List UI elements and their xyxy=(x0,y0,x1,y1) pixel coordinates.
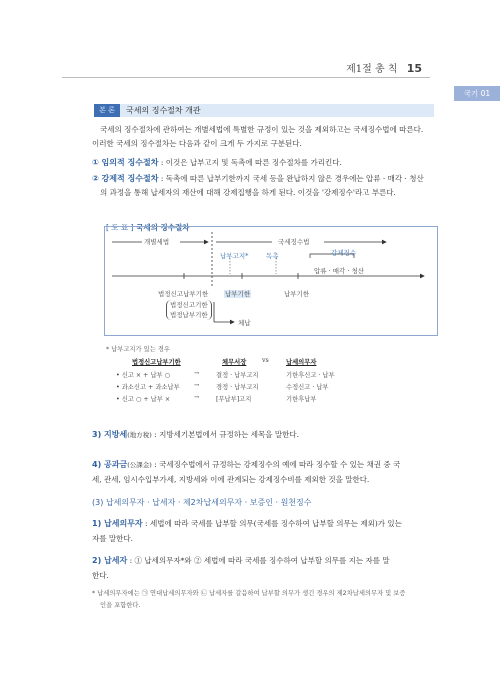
label-deadline-statutory: 법정신고납부기한 xyxy=(158,290,209,298)
note-row-1-arrow: → xyxy=(194,370,200,377)
label-sub-deadlines xyxy=(166,300,212,320)
section-heading xyxy=(94,104,434,117)
note-row-3-arrow: → xyxy=(194,394,200,401)
intro-line-1: 국세의 징수절차에 관하여는 개별세법에 특별한 규정이 있는 것을 제외하고는 국세징수법에 따른다. xyxy=(100,125,424,134)
col-statutory: 법정신고납부기한 xyxy=(132,359,181,366)
item-enforced-cont: 의 과정을 통해 납세자의 재산에 대해 강제집행을 하게 된다. 이것을 '강제징수'라고 부른다. xyxy=(100,188,396,197)
note-row-3-c: 기한후납부 xyxy=(286,396,317,403)
note-row-2-b: 경정 · 납부고지 xyxy=(216,384,259,391)
label-sub-filing: 법정신고기한 xyxy=(170,301,208,309)
side-tab[interactable]: 국기 01 xyxy=(454,86,500,101)
figure-title-text: 국세의 징수절차 xyxy=(136,223,190,232)
def-local-tax-hanja: (地方稅) xyxy=(127,431,152,439)
page-number: 15 xyxy=(406,62,422,75)
label-deadline-notice xyxy=(224,289,251,298)
footnote-line-1: * 납세의무자에는 ㉠ 연대납세의무자와 ㉡ 납세자를 갈음하여 납부할 의무가 생긴 경우의 제2차납세의무자 및 보증 xyxy=(92,590,406,597)
section-title: 국세의 징수절차 개관 xyxy=(126,106,201,115)
label-enforce: 강제징수 xyxy=(331,249,357,257)
label-deadline-notice-text: 납부기한 xyxy=(225,290,251,298)
def-local-tax xyxy=(92,428,442,442)
note-row-2-arrow: → xyxy=(194,382,200,389)
section-tag: 본 론 xyxy=(94,104,120,117)
label-collection-act: 국세징수법 xyxy=(278,238,310,246)
def-taxpayer-liable xyxy=(92,517,442,531)
col-vs: vs xyxy=(262,357,269,364)
label-arrears: 체납 xyxy=(238,319,251,327)
label-sub-payment: 법정납부기한 xyxy=(170,311,208,319)
header-rule xyxy=(62,77,430,78)
label-deadline-demand: 납부기한 xyxy=(284,290,310,298)
note-row-3-a: • 신고 ○ + 납부 × xyxy=(116,396,171,403)
def-public-dues-cont: 세, 관세, 임시수입부가세, 지방세와 이에 관계되는 강제징수비를 제외한 것을 말한다. xyxy=(92,475,370,484)
def-public-dues-hanja: (公課金) xyxy=(127,461,152,469)
def-taxpayer-liable-label: 1) 납세의무자 xyxy=(92,519,143,528)
figure-note-heading: * 납부고지가 있는 경우 xyxy=(106,346,170,353)
label-notice: 납부고지* xyxy=(220,252,249,260)
def-taxpayer-label: 2) 납세자 xyxy=(92,556,128,565)
def-public-dues-text: : 국세징수법에서 규정하는 강제징수의 예에 따라 징수할 수 있는 채권 중 국 xyxy=(154,460,401,469)
note-row-1-a: • 신고 × + 납부 ○ xyxy=(116,372,171,379)
note-row-2-a: • 과소신고 + 과소납부 xyxy=(116,384,180,391)
note-row-3-b: [무납부]고지 xyxy=(216,396,252,403)
label-enforce-steps: 압류 · 매각 · 청산 xyxy=(314,267,365,275)
col-office: 체무서장 xyxy=(222,359,247,366)
item-enforced-text: : 독촉에 따른 납부기한까지 국세 등을 완납하지 않은 경우에는 압류 · 매각 · 청산 xyxy=(160,174,424,183)
footnote-line-2: 인을 포함한다. xyxy=(100,602,141,609)
def-public-dues xyxy=(92,458,442,472)
def-taxpayer xyxy=(92,554,442,568)
def-public-dues-label: 4) 공과금 xyxy=(92,460,128,469)
label-demand: 독촉 xyxy=(266,252,279,260)
item-enforced xyxy=(92,172,442,186)
note-row-1-b: 결정 · 납부고지 xyxy=(216,372,259,379)
subsection-heading: (3) 납세의무자 · 납세자 · 제2차납세의무자 · 보증인 · 원천징수 xyxy=(92,498,312,507)
item-enforced-label: ② 강제적 징수절차 xyxy=(92,174,159,183)
def-taxpayer-text: : ① 납세의무자*와 ② 세법에 따라 국세를 징수하여 납부할 의무를 지는 자를 말 xyxy=(129,556,390,565)
def-taxpayer-liable-text: : 세법에 따라 국세를 납부할 의무(국세를 징수하여 납부할 의무는 제외)가 있는 xyxy=(145,519,402,528)
item-voluntary-text: : 이것은 납부고지 및 독촉에 따른 징수절차를 가리킨다. xyxy=(160,158,342,167)
note-row-2-c: 수정신고 · 납부 xyxy=(286,384,329,391)
item-voluntary xyxy=(92,156,442,170)
running-header xyxy=(346,60,422,75)
label-individual-tax-law: 개별세법 xyxy=(144,238,170,246)
figure-title-box: [ 도 표 ] xyxy=(106,223,134,232)
def-taxpayer-cont: 한다. xyxy=(92,571,109,580)
note-row-1-c: 기한후신고 · 납부 xyxy=(286,372,335,379)
def-taxpayer-liable-cont: 자를 말한다. xyxy=(92,534,133,543)
col-taxpayer: 납세의무자 xyxy=(286,359,317,366)
def-local-tax-text: : 지방세기본법에서 규정하는 세목을 말한다. xyxy=(154,430,300,439)
intro-line-2: 이러한 국세의 징수절차는 다음과 같이 크게 두 가지로 구분된다. xyxy=(92,139,302,148)
def-local-tax-label: 3) 지방세 xyxy=(92,430,128,439)
item-voluntary-label: ① 임의적 징수절차 xyxy=(92,158,159,167)
chapter-title: 제1절 총 칙 xyxy=(346,64,398,75)
